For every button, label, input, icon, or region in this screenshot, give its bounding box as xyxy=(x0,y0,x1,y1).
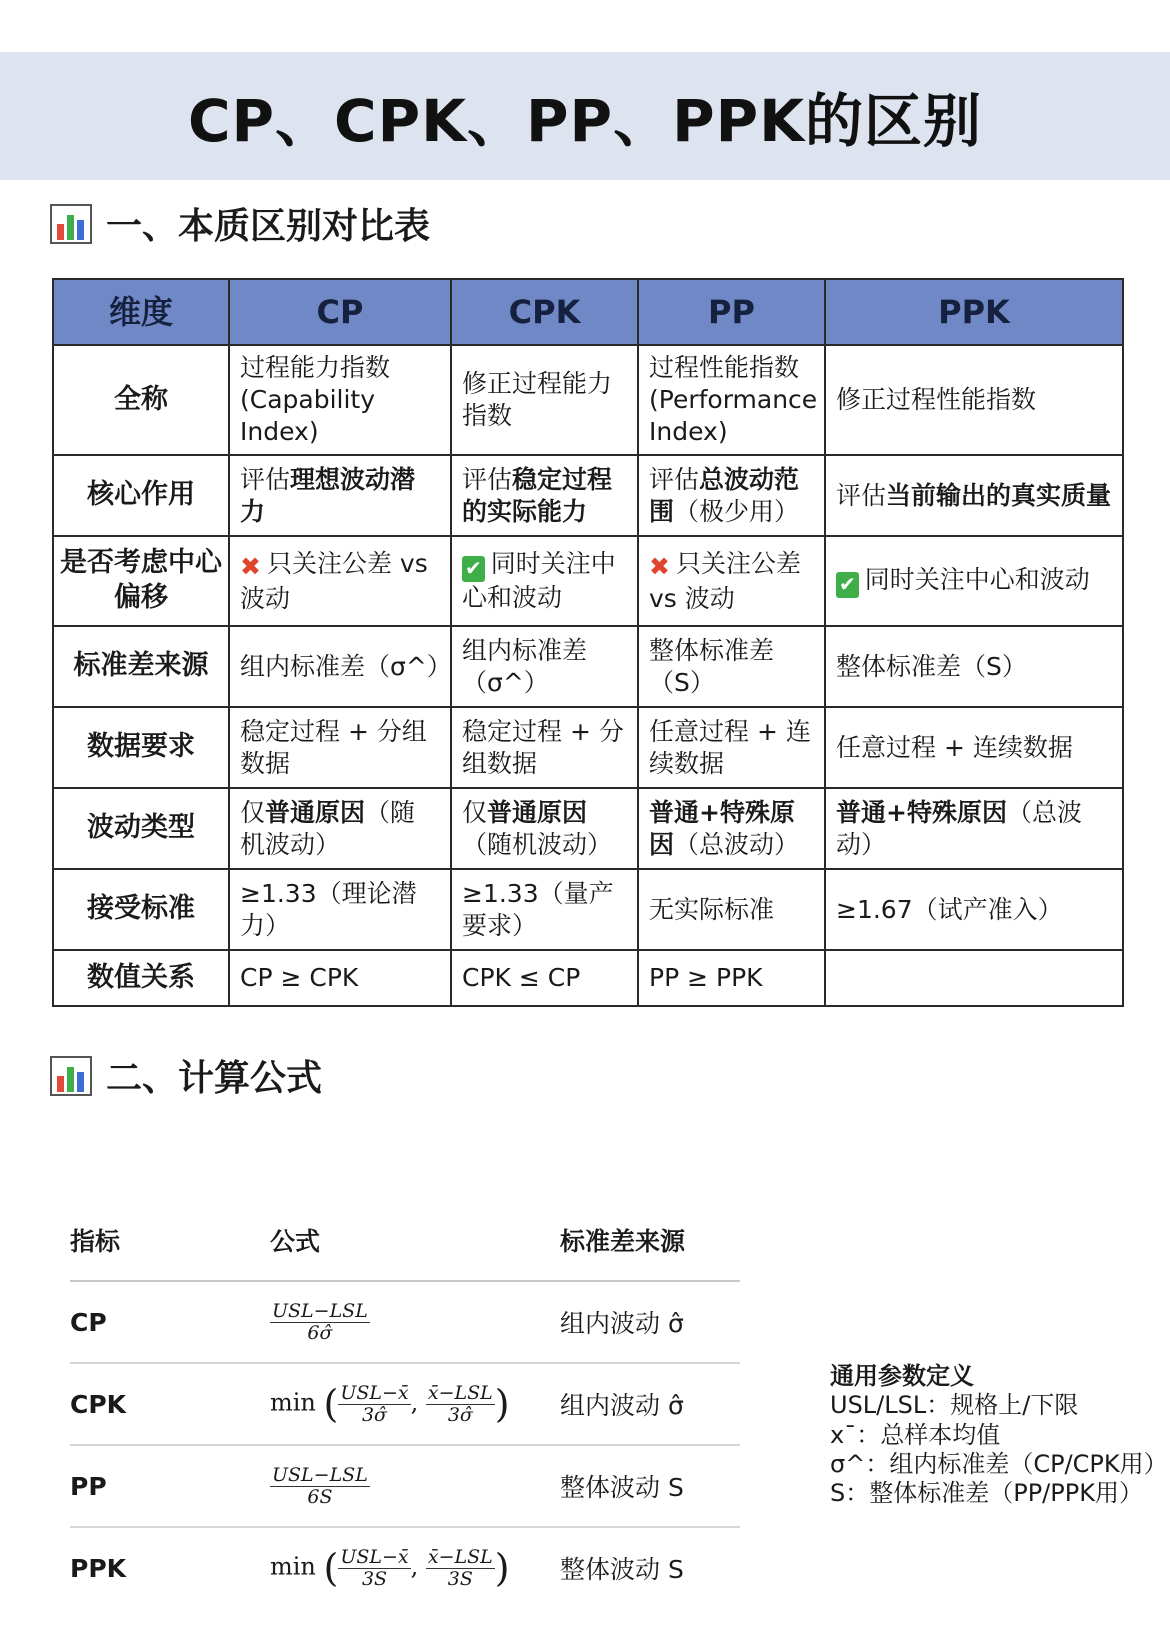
cell-pp: 过程性能指数(Performance Index) xyxy=(638,345,825,455)
cell-ppk: 普通+特殊原因（总波动） xyxy=(825,788,1123,869)
cell-cpk: 评估稳定过程的实际能力 xyxy=(451,455,638,536)
formula-source: 整体波动 S xyxy=(560,1555,684,1584)
cell-cp: ✖ 只关注公差 vs 波动 xyxy=(229,536,451,626)
formula-header-source: 标准差来源 xyxy=(560,1227,686,1256)
cell-pp: ✖ 只关注公差 vs 波动 xyxy=(638,536,825,626)
cell-ppk: 整体标准差（S） xyxy=(825,626,1123,707)
cell-ppk: 修正过程性能指数 xyxy=(825,345,1123,455)
cell-cp: 稳定过程 + 分组数据 xyxy=(229,707,451,788)
bar-chart-icon xyxy=(50,204,92,244)
row-label: 是否考虑中心偏移 xyxy=(53,536,229,626)
cell-pp: 无实际标准 xyxy=(638,869,825,950)
formula-header-metric: 指标 xyxy=(70,1227,121,1256)
formula-row xyxy=(70,1528,740,1608)
cell-pp: 任意过程 + 连续数据 xyxy=(638,707,825,788)
header-dimension: 维度 xyxy=(53,279,229,345)
cell-cp: 评估理想波动潜力 xyxy=(229,455,451,536)
parameter-line: x¯：总样本均值 xyxy=(830,1420,1001,1449)
comparison-header-row xyxy=(53,279,1123,345)
parameter-definitions xyxy=(830,1362,1168,1508)
cell-cp: 过程能力指数(Capability Index) xyxy=(229,345,451,455)
row-label: 数据要求 xyxy=(53,707,229,788)
formula-expression: min ( $\frac{\text{USL−x̄}}{3\sigmâ}$ , $\frac{\text{x̄−LSL}}{3\sigmâ}$ ) xyxy=(270,1381,510,1426)
cross-icon: ✖ xyxy=(649,551,670,581)
parameter-line: S：整体标准差（PP/PPK用） xyxy=(830,1479,1143,1508)
title-banner xyxy=(0,52,1170,180)
formula-header-formula: 公式 xyxy=(270,1227,321,1256)
cell-pp: 整体标准差（S） xyxy=(638,626,825,707)
formula-table xyxy=(70,1200,740,1608)
table-row xyxy=(53,536,1123,626)
table-row xyxy=(53,455,1123,536)
row-label: 标准差来源 xyxy=(53,626,229,707)
cell-pp: 普通+特殊原因（总波动） xyxy=(638,788,825,869)
formula-header-row xyxy=(70,1200,740,1282)
formula-expression: $\frac{\text{USL−LSL}}{6\sigmâ}$ xyxy=(272,1299,368,1344)
cell-cpk: 组内标准差（σ^） xyxy=(451,626,638,707)
section2-heading xyxy=(50,1050,322,1101)
row-label: 全称 xyxy=(53,345,229,455)
table-row xyxy=(53,869,1123,950)
formula-metric: CP xyxy=(70,1307,107,1337)
parameter-line: σ^：组内标准差（CP/CPK用） xyxy=(830,1449,1168,1478)
cell-ppk xyxy=(825,950,1123,1006)
cell-cpk: ✔ 同时关注中心和波动 xyxy=(451,536,638,626)
header-ppk: PPK xyxy=(825,279,1123,345)
header-cpk: CPK xyxy=(451,279,638,345)
cross-icon: ✖ xyxy=(240,551,261,581)
cell-cp: 组内标准差（σ^） xyxy=(229,626,451,707)
section1-heading xyxy=(50,198,430,249)
cell-ppk: 评估当前输出的真实质量 xyxy=(825,455,1123,536)
row-label: 波动类型 xyxy=(53,788,229,869)
table-row xyxy=(53,626,1123,707)
row-label: 核心作用 xyxy=(53,455,229,536)
parameter-line: USL/LSL：规格上/下限 xyxy=(830,1391,1079,1420)
table-row xyxy=(53,707,1123,788)
cell-pp: PP ≥ PPK xyxy=(638,950,825,1006)
comparison-table xyxy=(52,278,1124,1007)
formula-source: 整体波动 S xyxy=(560,1473,684,1502)
table-row xyxy=(53,788,1123,869)
formula-expression: min ( $\frac{\text{USL−x̄}}{3S}$ , $\frac{\text{x̄−LSL}}{3S}$ ) xyxy=(270,1545,510,1590)
table-row xyxy=(53,345,1123,455)
bar-chart-icon xyxy=(50,1056,92,1096)
cell-cp: 仅普通原因（随机波动） xyxy=(229,788,451,869)
formula-metric: CPK xyxy=(70,1389,127,1419)
row-label: 接受标准 xyxy=(53,869,229,950)
header-pp: PP xyxy=(638,279,825,345)
cell-cpk: 稳定过程 + 分组数据 xyxy=(451,707,638,788)
cell-cp: ≥1.33（理论潜力） xyxy=(229,869,451,950)
cell-cpk: CPK ≤ CP xyxy=(451,950,638,1006)
cell-pp: 评估总波动范围（极少用） xyxy=(638,455,825,536)
cell-ppk: ✔ 同时关注中心和波动 xyxy=(825,536,1123,626)
cell-cpk: 仅普通原因（随机波动） xyxy=(451,788,638,869)
formula-expression: $\frac{\text{USL−LSL}}{6S}$ xyxy=(272,1463,368,1508)
cell-cpk: ≥1.33（量产要求） xyxy=(451,869,638,950)
cell-cpk: 修正过程能力指数 xyxy=(451,345,638,455)
formula-row xyxy=(70,1446,740,1528)
section1-title: 一、本质区别对比表 xyxy=(106,206,431,247)
formula-source: 组内波动 σ̂ xyxy=(560,1309,684,1338)
parameter-title: 通用参数定义 xyxy=(830,1362,974,1390)
table-row xyxy=(53,950,1123,1006)
header-cp: CP xyxy=(229,279,451,345)
section2-title: 二、计算公式 xyxy=(106,1058,323,1099)
formula-source: 组内波动 σ̂ xyxy=(560,1391,684,1420)
formula-metric: PPK xyxy=(70,1553,127,1583)
page-title: CP、CPK、PP、PPK的区别 xyxy=(187,87,983,155)
formula-row xyxy=(70,1282,740,1364)
cell-ppk: 任意过程 + 连续数据 xyxy=(825,707,1123,788)
formula-row xyxy=(70,1364,740,1446)
check-icon: ✔ xyxy=(836,572,859,598)
cell-ppk: ≥1.67（试产准入） xyxy=(825,869,1123,950)
check-icon: ✔ xyxy=(462,556,485,582)
cell-cp: CP ≥ CPK xyxy=(229,950,451,1006)
formula-metric: PP xyxy=(70,1471,107,1501)
row-label: 数值关系 xyxy=(53,950,229,1006)
